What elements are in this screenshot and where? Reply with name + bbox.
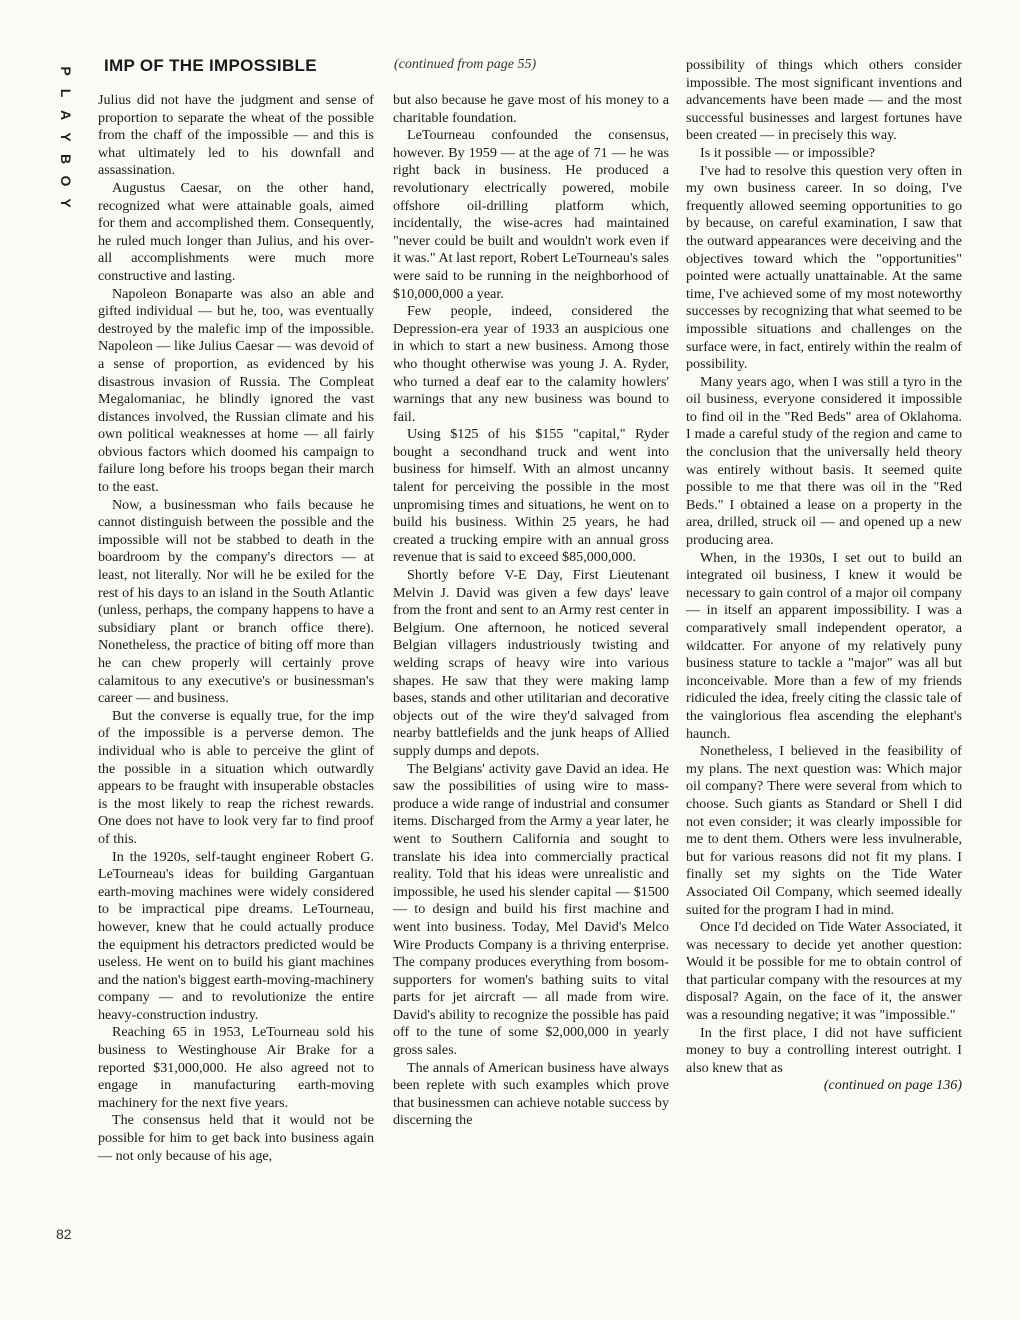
paragraph: Julius did not have the judgment and sense of proportion to separate the wheat of the possible from the chaff of the impossible — and this is what ultimately led to his downfall and assassination. — [98, 92, 374, 179]
paragraph: Napoleon Bonaparte was also an able and gifted individual — but he, too, was eventually destroyed by the malefic imp of the impossible. Napoleon — like Julius Caesar — was devoid of a sense of proportion, as evidenced by his disastrous invasion of Russia. The Compleat Megalomaniac, he blindly ignored the vast distances involved, the Russian climate and his own political weaknesses at home — all fairly obvious factors which doomed his campaign to failure long before his troops began their march to the east. — [98, 285, 374, 496]
paragraph: The consensus held that it would not be possible for him to get back into business again — not only because of his age, — [98, 1112, 374, 1164]
paragraph: Nonetheless, I believed in the feasibility of my plans. The next question was: Which major oil company? There were several from which to choose. Such giants as Standard or Shell I did not even consider; it was clearly impossible for me to dent them. Others were less invulnerable, but for various reasons did not fit my plans. I finally set my sights on the Tide Water Associated Oil Company, which seemed ideally suited for the program I had in mind. — [686, 743, 962, 918]
paragraph: Is it possible — or impossible? — [700, 144, 875, 161]
paragraph: The Belgians' activity gave David an idea. He saw the possibilities of using wire to mass-produce a wide range of industrial and consumer items. Discharged from the Army a year later, he went to Southern California and sought to translate his idea into commercially practical reality. Told that his ideas were unrealistic and impossible, he used his slender capital — $1500 — to design and build his first machine and went into business. Today, Mel David's Melco Wire Products Company is a thriving enterprise. The company produces everything from bosom-supporters for women's bathing suits to vital parts for jet aircraft — all made from wire. David's ability to recognize the possible has paid off to the tune of some $2,000,000 in yearly gross sales. — [393, 760, 669, 1059]
text-column-2 — [393, 92, 669, 1130]
continued-on-note: (continued on page 136) — [823, 1077, 962, 1094]
paragraph: Augustus Caesar, on the other hand, recognized what were attainable goals, aimed for them and accomplished them. Consequently, he ruled much longer than Julius, and his over-all accomplishments were much more constructive and lasting. — [98, 179, 374, 284]
article-headline: IMP OF THE IMPOSSIBLE — [104, 56, 317, 75]
paragraph: LeTourneau confounded the consensus, however. By 1959 — at the age of 71 — he was right back in business. He produced a revolutionary electrically powered, mobile offshore oil-drilling platform which, incidentally, the wise-acres had maintained "never could be built and wouldn't work even if it was." At last report, Robert LeTourneau's sales were said to be running in the neighborhood of $10,000,000 a year. — [393, 127, 669, 302]
paragraph: Reaching 65 in 1953, LeTourneau sold his business to Westinghouse Air Brake for a reported $31,000,000. He also agreed not to engage in manufacturing earth-moving machinery for the next five years. — [98, 1024, 374, 1111]
text-column-3 — [686, 57, 962, 1095]
paragraph: But the converse is equally true, for the imp of the impossible is a perverse demon. The individual who is able to perceive the glint of the possible in a situation which outwardly appears to be fraught with insuperable obstacles is the most likely to reap the richest rewards. One does not have to look very far to find proof of this. — [98, 707, 374, 847]
paragraph: Once I'd decided on Tide Water Associated, it was necessary to decide yet another question: Would it be possible for me to obtain control of that particular company with the resources at my disposal? Again, on the face of it, the answer was a resounding negative; it was "impossible." — [686, 919, 962, 1024]
magazine-name-vertical: P L A Y B O Y — [58, 66, 74, 208]
paragraph: I've had to resolve this question very often in my own business career. In so doing, I've frequently allowed seeming opportunities to go by because, on careful examination, I saw that the outward appearances were deceiving and the objectives toward which the "opportunities" pointed were actually unattainable. At the same time, I've achieved some of my most noteworthy successes by recognizing that what seemed to be impossible situations and challenges on the surface were, in fact, entirely within the realm of possibility. — [686, 162, 962, 373]
paragraph: The annals of American business have always been replete with such examples which prove that businessmen can achieve notable success by discerning the — [393, 1059, 669, 1129]
paragraph: Few people, indeed, considered the Depression-era year of 1933 an auspicious one in which to start a new business. Among those who thought otherwise was young J. A. Ryder, who turned a deaf ear to the calamity howlers' warnings that any new business was bound to fail. — [393, 303, 669, 425]
paragraph: Shortly before V-E Day, First Lieutenant Melvin J. David was given a few days' leave from the front and sent to an Army rest center in Belgium. One afternoon, he noticed several Belgian villagers industriously twisting and welding scraps of heavy wire into various shapes. He saw that they were making lamp bases, stands and other utilitarian and decorative objects out of the wire they'd salvaged from nearby battlefields and the junk heaps of Allied supply dumps and depots. — [393, 567, 669, 759]
paragraph: but also because he gave most of his money to a charitable foundation. — [393, 92, 669, 126]
paragraph: In the 1920s, self-taught engineer Robert G. LeTourneau's ideas for building Gargantuan earth-moving machines were widely considered to be impractical pipe dreams. LeTourneau, however, knew that he could actually produce the equipment his detractors predicted would be useless. He went on to build his giant machines and the nation's biggest earth-moving-machinery company — and to revolutionize the entire heavy-construction industry. — [98, 848, 374, 1023]
text-column-1 — [98, 92, 374, 1165]
paragraph: Now, a businessman who fails because he cannot distinguish between the possible and the impossible will not be stabbed to death in the boardroom by the company's directors — at least, not literally. Nor will he be exiled for the rest of his days to an island in the South Atlantic (unless, perhaps, the company happens to have a subsidiary plant or branch office there). Nonetheless, the practice of biting off more than he can chew properly will certainly prove calamitous to any executive's or businessman's career — and business. — [98, 496, 374, 707]
page-number: 82 — [56, 1226, 72, 1242]
paragraph: Using $125 of his $155 "capital," Ryder bought a secondhand truck and went into business for himself. With an almost uncanny talent for perceiving the possible in the most unpromising times and situations, he went on to build his business. Within 25 years, he had created a trucking empire with an annual gross revenue that is said to exceed $85,000,000. — [393, 426, 669, 566]
paragraph: In the first place, I did not have sufficient money to buy a controlling interest outright. I also knew that as — [686, 1024, 962, 1076]
paragraph: When, in the 1930s, I set out to build an integrated oil business, I knew it would be necessary to gain control of a major oil company — in itself an apparent impossibility. I was a comparatively small independent operator, a wildcatter. For anyone of my relatively puny business stature to tackle a "major" was all but inconceivable. More than a few of my friends ridiculed the idea, freely citing the classic tale of the vainglorious flea ascending the elephant's haunch. — [686, 549, 962, 742]
paragraph: possibility of things which others consider impossible. The most significant inventions and advancements have been made — and the most successful businesses and largest fortunes have been created — in precisely this way. — [686, 57, 962, 144]
continued-from-note: (continued from page 55) — [394, 57, 537, 72]
paragraph: Many years ago, when I was still a tyro in the oil business, everyone considered it impossible to find oil in the "Red Beds" area of Oklahoma. I made a careful study of the region and came to the conclusion that the universally held theory was entirely without basis. It seemed quite possible to me that there was oil in the "Red Beds." I obtained a lease on a property in the area, drilled, struck oil — and opened up a new producing area. — [686, 373, 962, 549]
